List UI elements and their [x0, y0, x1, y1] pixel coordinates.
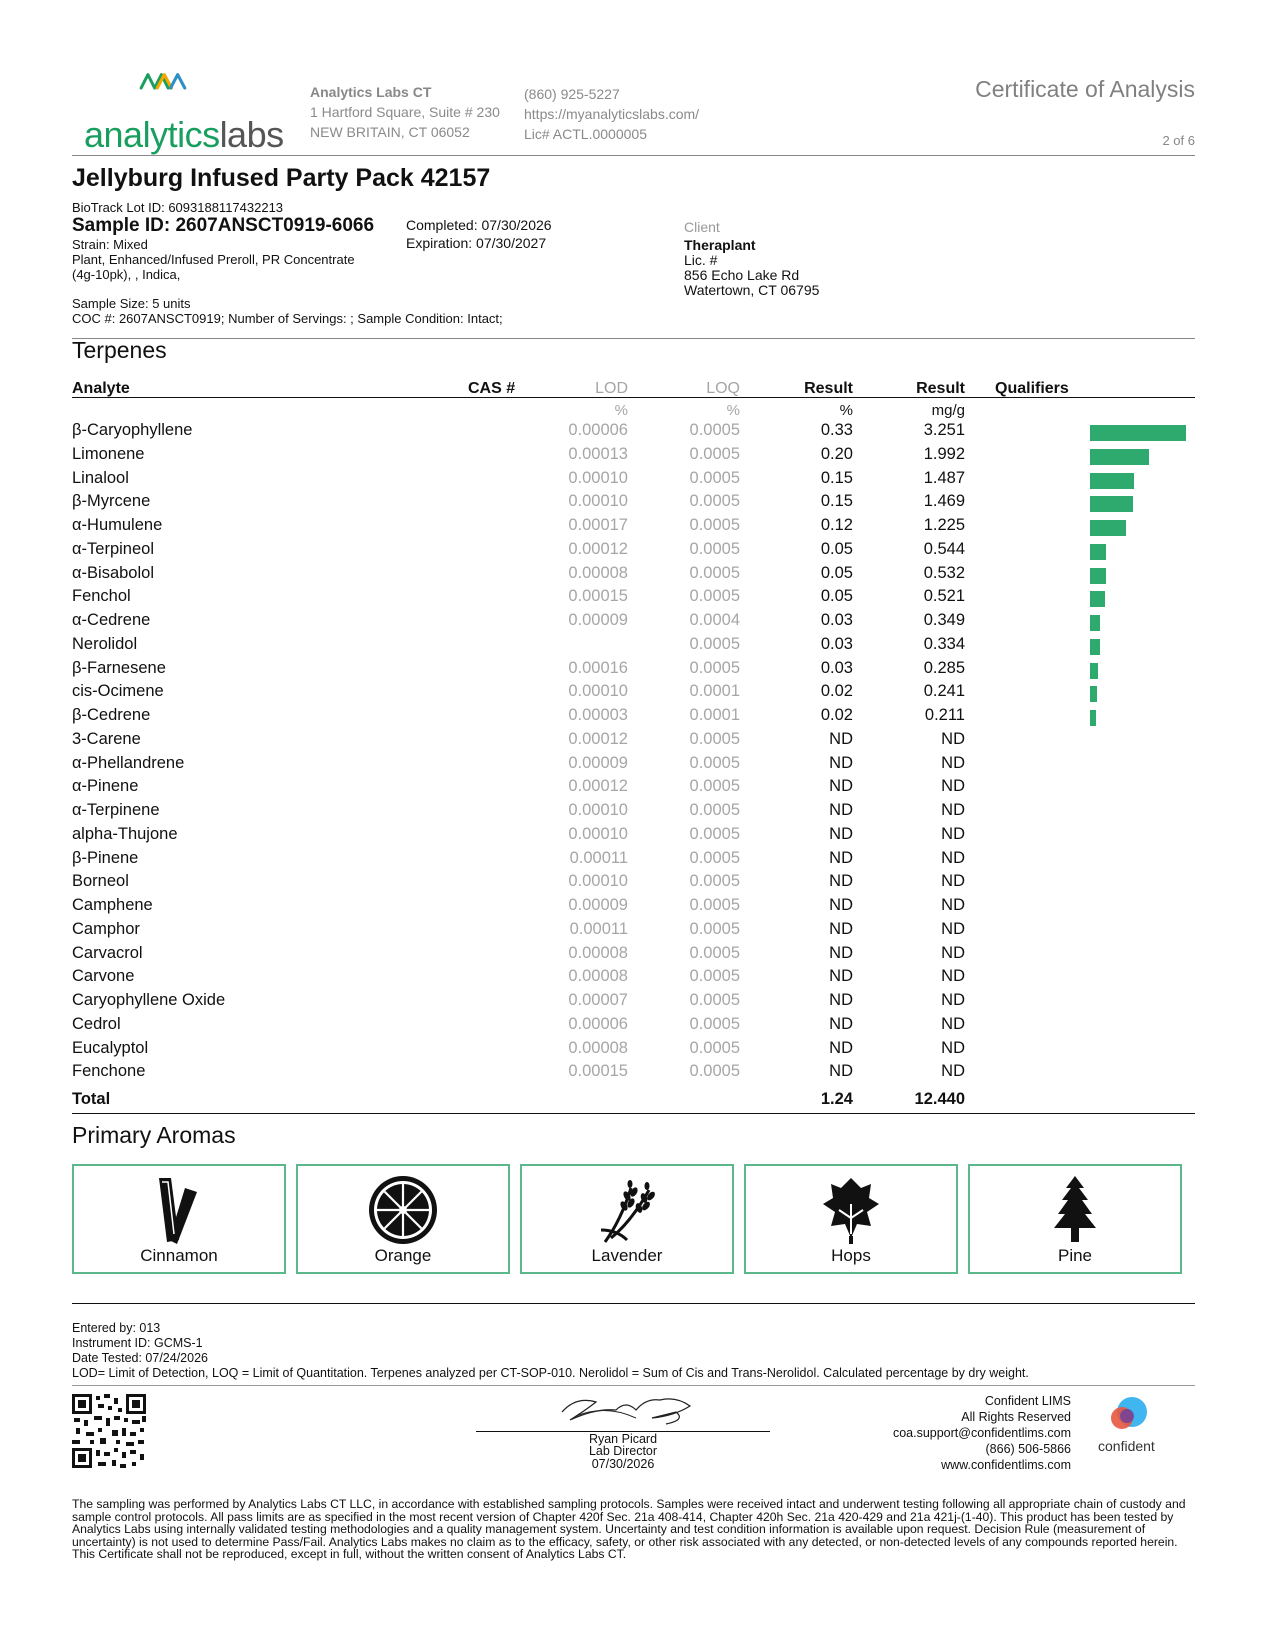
document-title: Certificate of Analysis: [975, 76, 1195, 102]
aroma-label: Hops: [831, 1246, 871, 1265]
lod-value: 0.00013: [568, 444, 628, 463]
loq-value: 0.0005: [689, 563, 740, 582]
analyte-name: Borneol: [72, 872, 129, 891]
terpenes-title: Terpenes: [72, 337, 167, 363]
result-mg: ND: [941, 872, 965, 891]
lod-value: 0.00010: [568, 824, 628, 843]
result-pct: ND: [829, 848, 853, 867]
unit-loq: %: [726, 402, 740, 419]
result-mg: ND: [941, 943, 965, 962]
loq-value: 0.0005: [689, 943, 740, 962]
aroma-label: Pine: [1057, 1246, 1093, 1265]
lod-value: 0.00012: [568, 777, 628, 796]
result-pct: ND: [829, 1062, 853, 1081]
method-note: LOD= Limit of Detection, LOQ = Limit of Quantitation. Terpenes analyzed per CT-SOP-010. Nerolidol = Sum of Cis and Trans-Nerolidol. Calculated percentage by dry weight.: [72, 1366, 1029, 1380]
total-mg: 12.440: [914, 1090, 965, 1108]
table-bottom-divider: [72, 1113, 1195, 1114]
client-address-2: Watertown, CT 06795: [684, 282, 820, 298]
client-name: Theraplant: [684, 237, 756, 253]
result-mg: 0.349: [923, 611, 965, 629]
result-pct: ND: [829, 777, 853, 796]
result-pct: 0.12: [820, 516, 853, 534]
table-row: [0, 967, 1267, 991]
header-analyte: Analyte: [72, 380, 130, 397]
result-pct: 0.02: [820, 706, 853, 724]
disclaimer: The sampling was performed by Analytics Labs CT LLC, in accordance with established sampling protocols. Samples were received intact and underwent testing following all appropriate chain of custody and sample control protocols. All pass limits are as specified in the most recent version of Chapter 420f Sec. 21a 408-414, Chapter 420h Sec. 21a 420-429 and 21a 421j-(1-40). This product has been tested by Analytics Labs using internally validated testing methodologies and a quality management system. Uncertainty and test condition information is available upon request. Decision Rule (measurement of uncertainty) is not used to determine Pass/Fail. Analytics Labs makes no claim as to the efficacy, safety, or other risk associated with any detected, or non-detected levels of any compounds reported herein. This Certificate shall not be reproduced, except in full, without the written consent of Analytics Labs CT.: [72, 1497, 1186, 1561]
orange-icon: [367, 1174, 439, 1246]
qualifier-bar: [1090, 520, 1126, 536]
result-pct: 0.15: [820, 492, 853, 511]
pine-icon: [1050, 1174, 1100, 1246]
completed-date: Completed: 07/30/2026: [406, 217, 552, 233]
result-mg: 0.211: [924, 706, 965, 724]
lims-email[interactable]: coa.support@confidentlims.com: [892, 1426, 1071, 1440]
table-row: [0, 682, 1267, 706]
instrument-id: Instrument ID: GCMS-1: [72, 1336, 203, 1350]
result-pct: ND: [829, 967, 853, 986]
info-divider: [72, 338, 1195, 339]
result-pct: ND: [829, 801, 853, 819]
table-row: [0, 754, 1267, 778]
result-pct: 0.05: [820, 563, 853, 582]
loq-value: 0.0005: [689, 753, 740, 772]
table-row: [0, 659, 1267, 683]
loq-value: 0.0005: [689, 492, 740, 511]
result-pct: 0.03: [820, 634, 853, 653]
lod-value: 0.00017: [568, 516, 628, 534]
loq-value: 0.0005: [689, 421, 740, 439]
lims-name: Confident LIMS: [984, 1394, 1071, 1408]
result-mg: ND: [941, 919, 965, 938]
loq-value: 0.0005: [689, 777, 740, 796]
lab-info: [310, 82, 500, 142]
total-row: [0, 1090, 1267, 1114]
analyte-name: Nerolidol: [72, 634, 138, 653]
loq-value: 0.0005: [689, 896, 740, 914]
result-mg: ND: [941, 777, 965, 796]
lod-value: 0.00010: [568, 682, 628, 701]
loq-value: 0.0005: [689, 729, 740, 748]
analyte-name: α-Bisabolol: [72, 563, 154, 582]
aroma-pine: [968, 1164, 1182, 1274]
lod-value: 0.00006: [568, 1014, 628, 1033]
lod-value: 0.00012: [568, 539, 628, 558]
lab-contact: [524, 84, 699, 144]
loq-value: 0.0005: [689, 1038, 740, 1057]
loq-value: 0.0001: [689, 706, 740, 724]
lod-value: 0.00015: [568, 1062, 628, 1081]
table-row: [0, 1039, 1267, 1063]
sample-size: Sample Size: 5 units: [72, 296, 191, 311]
qualifier-bar: [1090, 473, 1134, 489]
analyte-name: Fenchol: [72, 587, 131, 606]
analyte-name: Eucalyptol: [72, 1038, 149, 1057]
header-cas: CAS #: [468, 380, 516, 397]
lims-website[interactable]: www.confidentlims.com: [941, 1458, 1071, 1472]
loq-value: 0.0005: [689, 468, 740, 487]
signature: [556, 1390, 706, 1430]
analyte-name: β-Farnesene: [72, 658, 166, 677]
result-pct: ND: [829, 824, 853, 843]
lod-value: 0.00016: [568, 658, 628, 677]
strain: Strain: Mixed: [72, 237, 148, 252]
qualifier-bar: [1090, 615, 1100, 631]
client-address-1: 856 Echo Lake Rd: [684, 267, 800, 283]
result-mg: ND: [941, 1014, 965, 1033]
total-label: Total: [72, 1090, 111, 1108]
lab-name: Analytics Labs CT: [310, 84, 432, 100]
table-row: [0, 540, 1267, 564]
qualifier-bar: [1090, 568, 1106, 584]
result-pct: 0.02: [820, 682, 853, 701]
analyte-name: Limonene: [72, 444, 145, 463]
aroma-cinnamon: [72, 1164, 286, 1274]
qualifier-bar: [1090, 496, 1133, 512]
result-mg: 0.241: [923, 682, 965, 701]
table-row: [0, 849, 1267, 873]
loq-value: 0.0001: [689, 682, 740, 701]
coc-line: COC #: 2607ANSCT0919; Number of Servings: ; Sample Condition: Intact;: [72, 311, 503, 326]
result-mg: ND: [941, 991, 965, 1009]
analyte-name: Carvone: [72, 967, 135, 986]
lod-value: 0.00008: [568, 1038, 628, 1057]
product-type-2: (4g-10pk), , Indica,: [72, 267, 181, 282]
header-lod: LOD: [595, 380, 628, 397]
table-row: [0, 801, 1267, 825]
table-row: [0, 872, 1267, 896]
result-mg: 0.521: [923, 587, 965, 606]
lab-phone: (860) 925-5227: [524, 86, 620, 102]
loq-value: 0.0005: [689, 516, 740, 534]
qr-code[interactable]: [72, 1394, 146, 1468]
loq-value: 0.0005: [689, 658, 740, 677]
aroma-label: Orange: [374, 1246, 432, 1265]
analyte-name: α-Cedrene: [72, 611, 151, 629]
table-row: [0, 944, 1267, 968]
analyte-name: α-Terpinene: [72, 801, 160, 819]
header-result-mg: Result: [916, 380, 965, 397]
loq-value: 0.0005: [689, 967, 740, 986]
analyte-name: Carvacrol: [72, 943, 143, 962]
lod-value: 0.00003: [568, 706, 628, 724]
analytics-labs-logo: [130, 72, 240, 112]
qualifier-bar: [1090, 686, 1097, 702]
analyte-name: α-Humulene: [72, 516, 163, 534]
lod-value: 0.00006: [568, 421, 628, 439]
date-tested: Date Tested: 07/24/2026: [72, 1351, 208, 1365]
result-pct: ND: [829, 872, 853, 891]
loq-value: 0.0005: [689, 587, 740, 606]
header-result-pct: Result: [804, 380, 853, 397]
lod-value: 0.00008: [568, 563, 628, 582]
signer-name: Ryan Picard: [588, 1432, 658, 1446]
result-mg: ND: [941, 1038, 965, 1057]
confident-logo-icon: [1106, 1396, 1150, 1432]
table-row: [0, 492, 1267, 516]
aromas-title: Primary Aromas: [72, 1122, 236, 1148]
hops-icon: [821, 1174, 881, 1246]
analyte-name: α-Terpineol: [72, 539, 154, 558]
loq-value: 0.0004: [689, 611, 740, 629]
analyte-name: Camphene: [72, 896, 153, 914]
result-pct: ND: [829, 729, 853, 748]
header-divider: [72, 155, 1195, 156]
analyte-name: alpha-Thujone: [72, 824, 178, 843]
analyte-name: β-Caryophyllene: [72, 421, 193, 439]
analyte-name: 3-Carene: [72, 729, 141, 748]
result-mg: 1.225: [923, 516, 965, 534]
aroma-orange: [296, 1164, 510, 1274]
header-qualifiers: Qualifiers: [995, 380, 1069, 397]
table-row: [0, 730, 1267, 754]
lab-address-2: NEW BRITAIN, CT 06052: [310, 124, 470, 140]
analyte-name: α-Pinene: [72, 777, 139, 796]
loq-value: 0.0005: [689, 848, 740, 867]
aroma-label: Lavender: [591, 1246, 663, 1265]
sample-id: Sample ID: 2607ANSCT0919-6066: [72, 215, 375, 236]
product-title: Jellyburg Infused Party Pack 42157: [72, 164, 491, 192]
loq-value: 0.0005: [689, 919, 740, 938]
lod-value: 0.00008: [568, 967, 628, 986]
loq-value: 0.0005: [689, 1014, 740, 1033]
result-mg: 3.251: [923, 421, 965, 439]
lod-value: 0.00009: [568, 896, 628, 914]
loq-value: 0.0005: [689, 634, 740, 653]
result-mg: ND: [941, 848, 965, 867]
result-mg: 0.532: [923, 563, 965, 582]
product-type-1: Plant, Enhanced/Infused Preroll, PR Concentrate: [72, 252, 355, 267]
result-mg: 0.285: [923, 658, 965, 677]
lod-value: 0.00008: [568, 943, 628, 962]
lod-value: 0.00010: [568, 468, 628, 487]
client-lic: Lic. #: [684, 252, 718, 268]
result-mg: 0.544: [923, 539, 965, 558]
result-mg: ND: [941, 967, 965, 986]
result-pct: 0.03: [820, 658, 853, 677]
lims-rights: All Rights Reserved: [961, 1410, 1071, 1424]
result-mg: 0.334: [923, 634, 965, 653]
lod-value: 0.00009: [568, 753, 628, 772]
lod-value: 0.00011: [569, 848, 628, 867]
analyte-name: cis-Ocimene: [72, 682, 164, 701]
result-pct: ND: [829, 919, 853, 938]
loq-value: 0.0005: [689, 872, 740, 891]
footer-divider: [72, 1385, 1195, 1386]
analyte-name: Cedrol: [72, 1014, 121, 1033]
table-row: [0, 469, 1267, 493]
lod-value: 0.00011: [569, 919, 628, 938]
qualifier-bar: [1090, 591, 1105, 607]
result-mg: 1.992: [923, 444, 965, 463]
loq-value: 0.0005: [689, 444, 740, 463]
aroma-label: Cinnamon: [140, 1246, 218, 1265]
table-row: [0, 1062, 1267, 1086]
header-loq: LOQ: [706, 380, 740, 397]
table-row: [0, 706, 1267, 730]
loq-value: 0.0005: [689, 539, 740, 558]
client-label: Client: [684, 219, 720, 235]
analyte-name: β-Cedrene: [72, 706, 151, 724]
qualifier-bar: [1090, 544, 1106, 560]
table-row: [0, 777, 1267, 801]
result-pct: 0.20: [820, 444, 853, 463]
result-pct: 0.33: [820, 421, 853, 439]
lod-value: 0.00010: [568, 872, 628, 891]
qualifier-bar: [1090, 449, 1149, 465]
lavender-icon: [597, 1174, 657, 1246]
lims-phone: (866) 506-5866: [985, 1442, 1071, 1456]
lod-value: 0.00007: [568, 991, 628, 1009]
total-pct: 1.24: [820, 1090, 853, 1108]
table-row: [0, 421, 1267, 445]
aromas-divider: [72, 1303, 1195, 1304]
qualifier-bar: [1090, 425, 1186, 441]
qualifier-bar: [1090, 639, 1100, 655]
signer-date: 07/30/2026: [591, 1457, 655, 1471]
analyte-name: Fenchone: [72, 1062, 146, 1081]
table-row: [0, 825, 1267, 849]
table-row: [0, 635, 1267, 659]
analyte-name: Caryophyllene Oxide: [72, 991, 226, 1009]
aroma-hops: [744, 1164, 958, 1274]
result-pct: 0.05: [820, 587, 853, 606]
table-row: [0, 896, 1267, 920]
table-row: [0, 920, 1267, 944]
analyte-name: α-Phellandrene: [72, 753, 185, 772]
analyte-name: Camphor: [72, 919, 140, 938]
lod-value: 0.00010: [568, 492, 628, 511]
table-row: [0, 516, 1267, 540]
expiration-date: Expiration: 07/30/2027: [406, 235, 547, 251]
lod-value: 0.00012: [568, 729, 628, 748]
unit-lod: %: [614, 402, 628, 419]
analyte-name: β-Myrcene: [72, 492, 151, 511]
result-mg: ND: [941, 729, 965, 748]
unit-result-pct: %: [839, 402, 853, 419]
logo-wordmark: analyticslabs: [84, 114, 284, 155]
table-row: [0, 564, 1267, 588]
result-pct: 0.03: [820, 611, 853, 629]
lod-value: 0.00009: [568, 611, 628, 629]
result-mg: ND: [941, 896, 965, 914]
signer-title: Lab Director: [588, 1444, 658, 1458]
unit-result-mg: mg/g: [931, 402, 965, 419]
result-pct: ND: [829, 991, 853, 1009]
result-mg: 1.487: [923, 468, 965, 487]
result-pct: 0.05: [820, 539, 853, 558]
result-mg: 1.469: [923, 492, 965, 511]
table-row: [0, 991, 1267, 1015]
analyte-name: β-Pinene: [72, 848, 139, 867]
loq-value: 0.0005: [689, 824, 740, 843]
page-number: 2 of 6: [1162, 133, 1195, 148]
lab-address-1: 1 Hartford Square, Suite # 230: [310, 104, 500, 120]
loq-value: 0.0005: [689, 991, 740, 1009]
analyte-name: Linalool: [72, 468, 129, 487]
confident-logo-text: confident: [1098, 1438, 1155, 1454]
result-pct: ND: [829, 943, 853, 962]
biotrack-lot: BioTrack Lot ID: 6093188117432213: [72, 200, 284, 215]
result-mg: ND: [941, 753, 965, 772]
lod-value: 0.00015: [568, 587, 628, 606]
lod-value: 0.00010: [568, 801, 628, 819]
result-pct: 0.15: [820, 468, 853, 487]
table-row: [0, 611, 1267, 635]
result-pct: ND: [829, 753, 853, 772]
loq-value: 0.0005: [689, 1062, 740, 1081]
result-pct: ND: [829, 896, 853, 914]
entered-by: Entered by: 013: [72, 1321, 161, 1335]
cinnamon-icon: [149, 1174, 209, 1246]
lab-website[interactable]: https://myanalyticslabs.com/: [524, 106, 700, 122]
result-mg: ND: [941, 801, 965, 819]
qualifier-bar: [1090, 663, 1098, 679]
table-row: [0, 445, 1267, 469]
qualifier-bar: [1090, 710, 1096, 726]
result-mg: ND: [941, 1062, 965, 1081]
lab-license: Lic# ACTL.0000005: [524, 126, 647, 142]
table-header-divider: [72, 397, 1195, 398]
table-row: [0, 587, 1267, 611]
loq-value: 0.0005: [689, 801, 740, 819]
result-pct: ND: [829, 1038, 853, 1057]
result-pct: ND: [829, 1014, 853, 1033]
aroma-lavender: [520, 1164, 734, 1274]
table-row: [0, 1015, 1267, 1039]
result-mg: ND: [941, 824, 965, 843]
